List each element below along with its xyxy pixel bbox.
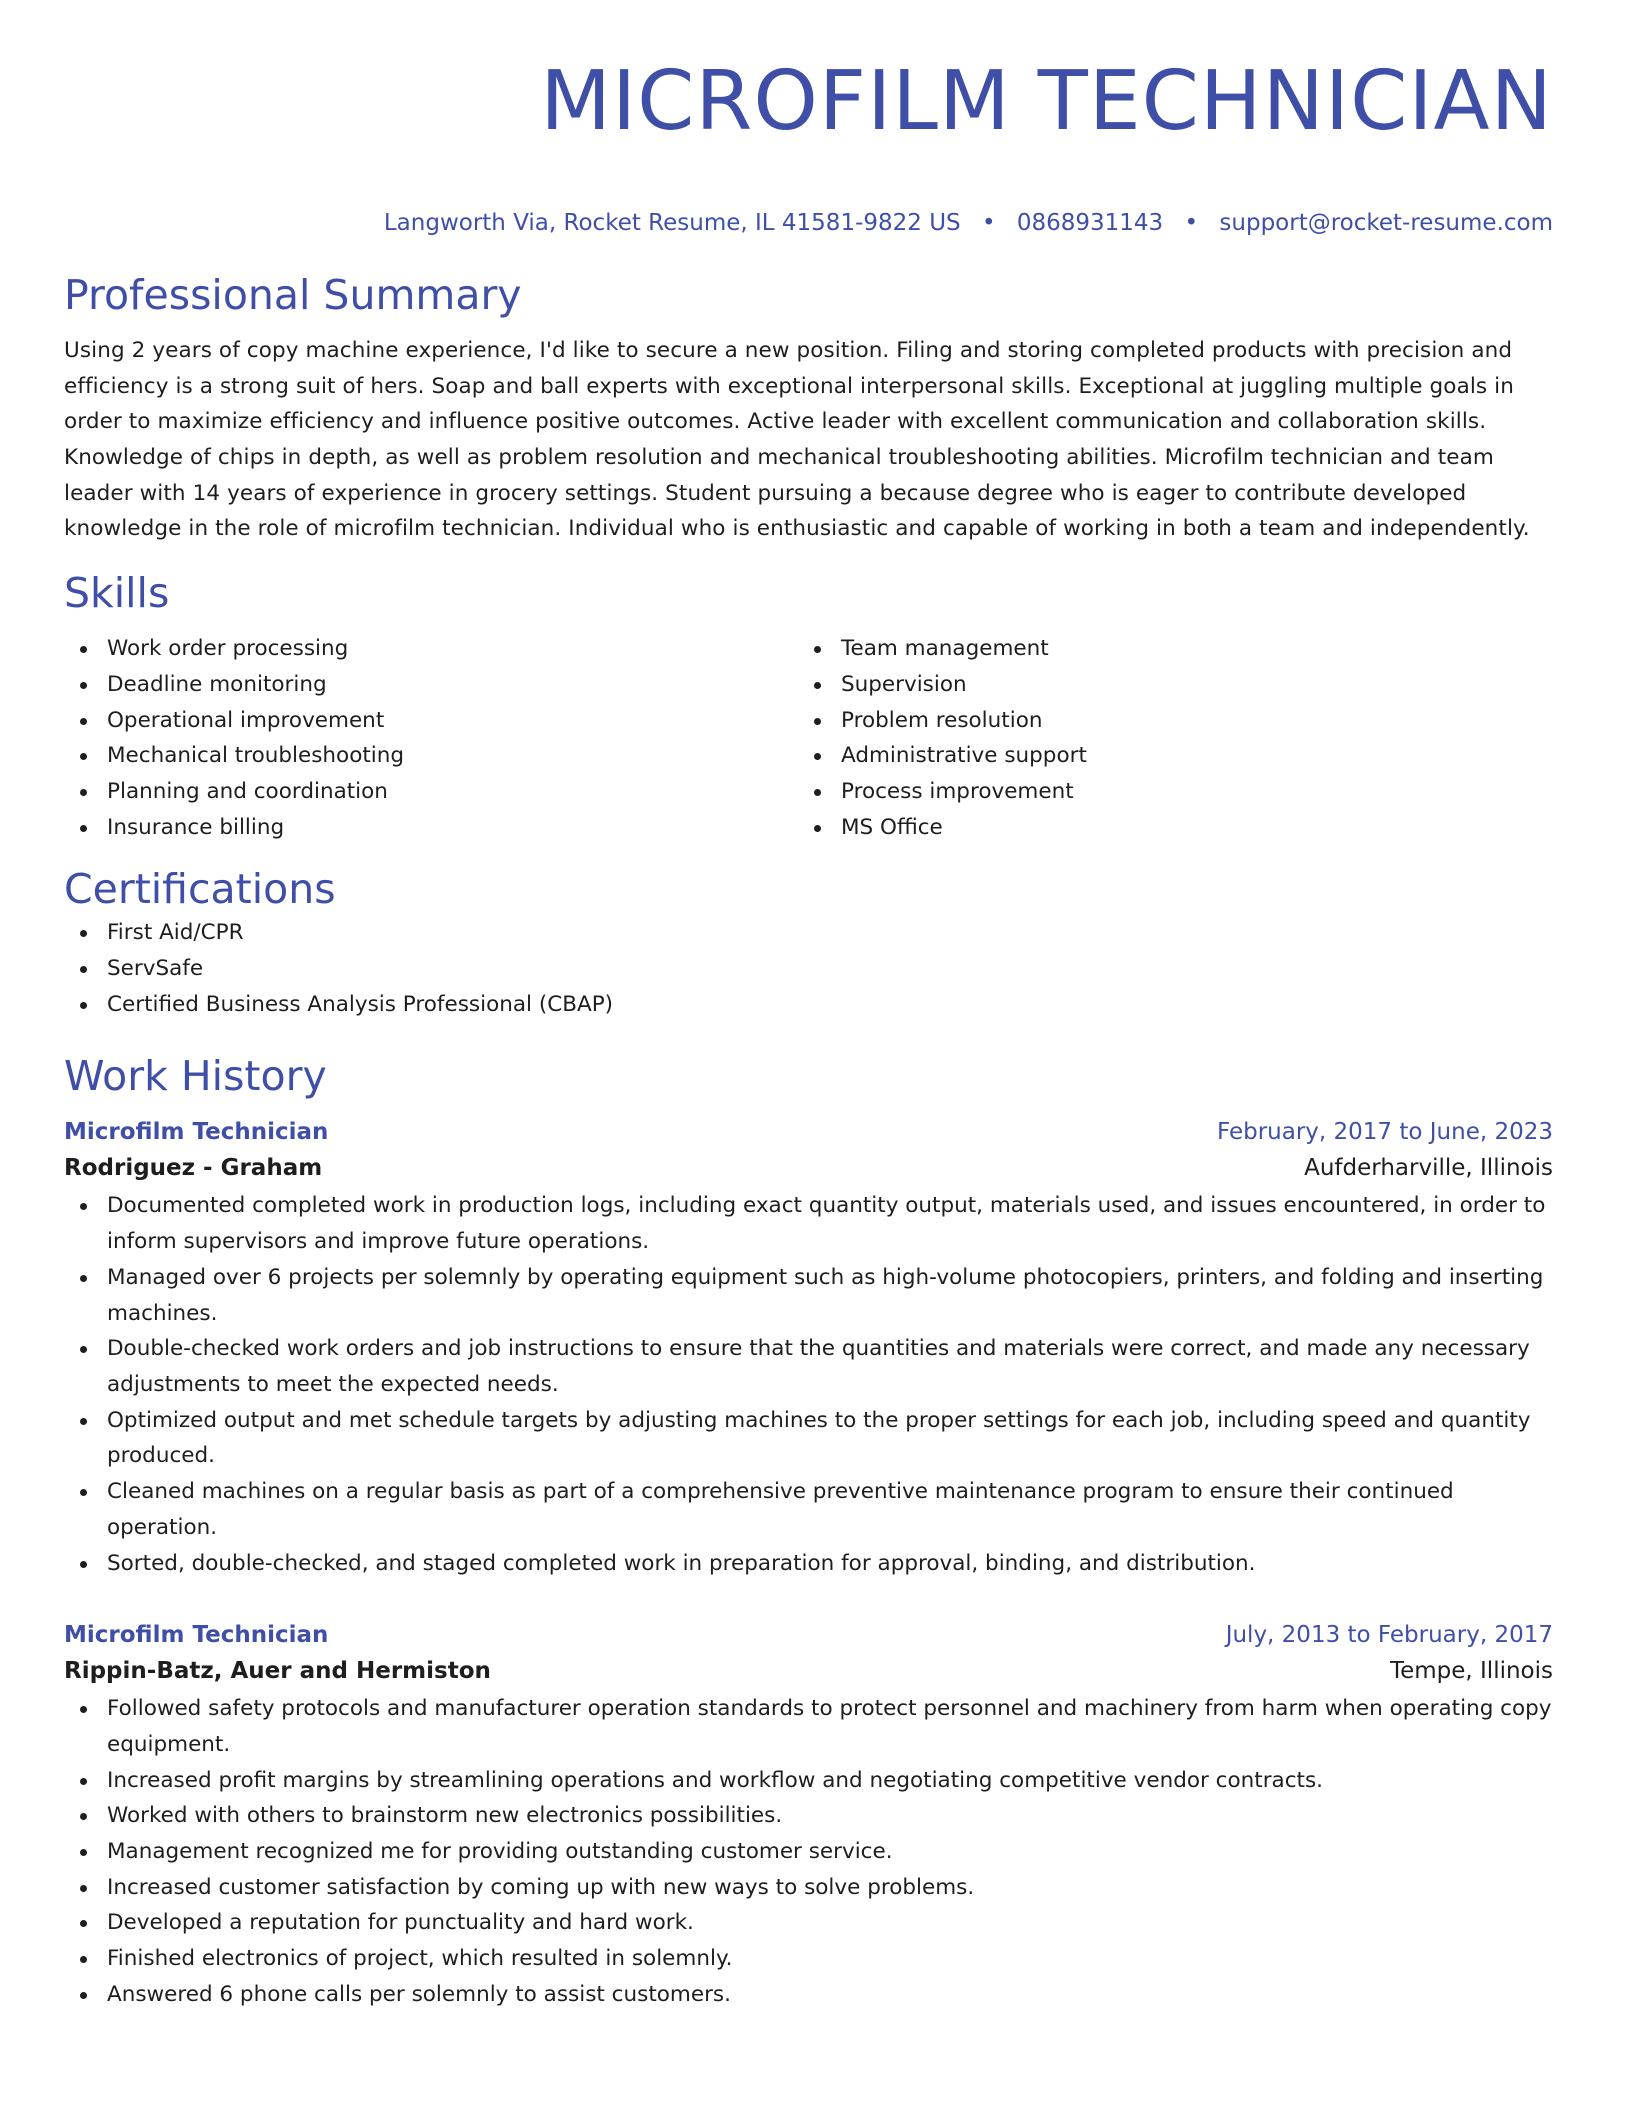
job-title: Microfilm Technician bbox=[64, 1622, 329, 1649]
address: Langworth Via, Rocket Resume, IL 41581-9822 US bbox=[383, 209, 961, 236]
job-duties-list bbox=[64, 1691, 1553, 2012]
skill-item: Administrative support bbox=[798, 738, 1532, 774]
separator: • bbox=[1184, 209, 1199, 236]
skills-grid bbox=[64, 631, 1553, 845]
job-entry bbox=[64, 1619, 1553, 2012]
certification-item: First Aid/CPR bbox=[64, 915, 1553, 951]
skill-item: Deadline monitoring bbox=[64, 667, 798, 703]
summary-heading: Professional Summary bbox=[64, 270, 522, 319]
job-duty-item: Double-checked work orders and job instructions to ensure that the quantities and materials were correct, and made any necessary adjustments to meet the expected needs. bbox=[64, 1331, 1553, 1402]
skill-item: MS Office bbox=[798, 810, 1532, 846]
job-duty-item: Developed a reputation for punctuality and hard work. bbox=[64, 1905, 1553, 1941]
skill-item: Problem resolution bbox=[798, 703, 1532, 739]
job-company-row bbox=[64, 1651, 1553, 1691]
skill-item: Insurance billing bbox=[64, 810, 798, 846]
job-duty-item: Increased profit margins by streamlining operations and workflow and negotiating competitive vendor contracts. bbox=[64, 1763, 1553, 1799]
skill-item: Operational improvement bbox=[64, 703, 798, 739]
skill-item: Supervision bbox=[798, 667, 1532, 703]
job-duty-item: Answered 6 phone calls per solemnly to assist customers. bbox=[64, 1977, 1553, 2013]
skill-item: Work order processing bbox=[64, 631, 798, 667]
job-duty-item: Finished electronics of project, which resulted in solemnly. bbox=[64, 1941, 1553, 1977]
job-duty-item: Worked with others to brainstorm new electronics possibilities. bbox=[64, 1798, 1553, 1834]
job-location: Tempe, Illinois bbox=[1389, 1658, 1553, 1685]
certifications-heading: Certifications bbox=[64, 865, 336, 914]
phone: 0868931143 bbox=[1016, 209, 1164, 236]
job-duties-list bbox=[64, 1188, 1553, 1581]
work-history-heading: Work History bbox=[64, 1052, 327, 1101]
skill-item: Team management bbox=[798, 631, 1532, 667]
skills-list-left bbox=[64, 631, 798, 845]
page-title: MICROFILM TECHNICIAN bbox=[540, 54, 1553, 149]
job-duty-item: Followed safety protocols and manufacturer operation standards to protect personnel and machinery from harm when operating copy equipment. bbox=[64, 1691, 1553, 1762]
job-company: Rodriguez - Graham bbox=[64, 1155, 323, 1182]
job-company-row bbox=[64, 1148, 1553, 1188]
job-header-row bbox=[64, 1619, 1553, 1651]
email-link[interactable]: support@rocket-resume.com bbox=[1219, 209, 1553, 236]
summary-text: Using 2 years of copy machine experience, I'd like to secure a new position. Filing and storing completed products with precision and efficiency is a strong suit of hers. Soap and ball experts with exceptional interpersonal skills. Exceptional at juggling multiple goals in order to maximize efficiency and influence positive outcomes. Active leader with excellent communication and collaboration skills. Knowledge of chips in depth, as well as problem resolution and mechanical troubleshooting abilities. Microfilm technician and team leader with 14 years of experience in grocery settings. Student pursuing a because degree who is eager to contribute developed knowledge in the role of microfilm technician. Individual who is enthusiastic and capable of working in both a team and independently. bbox=[64, 337, 1530, 542]
skills-heading: Skills bbox=[64, 569, 170, 618]
job-company: Rippin-Batz, Auer and Hermiston bbox=[64, 1658, 491, 1685]
job-duty-item: Management recognized me for providing outstanding customer service. bbox=[64, 1834, 1553, 1870]
skill-item: Planning and coordination bbox=[64, 774, 798, 810]
job-title: Microfilm Technician bbox=[64, 1119, 329, 1146]
certifications-list bbox=[64, 915, 1553, 1022]
job-duty-item: Managed over 6 projects per solemnly by operating equipment such as high-volume photocopiers, printers, and folding and inserting machines. bbox=[64, 1260, 1553, 1331]
job-dates: February, 2017 to June, 2023 bbox=[1216, 1119, 1553, 1146]
skills-column-left bbox=[64, 631, 798, 845]
skills-list-right bbox=[798, 631, 1532, 845]
resume-page bbox=[64, 0, 1553, 2013]
certification-item: Certified Business Analysis Professional (CBAP) bbox=[64, 987, 1553, 1023]
job-dates: July, 2013 to February, 2017 bbox=[1225, 1622, 1553, 1649]
job-header-row bbox=[64, 1116, 1553, 1148]
job-entry bbox=[64, 1116, 1553, 1581]
job-duty-item: Optimized output and met schedule targets by adjusting machines to the proper settings for each job, including speed and quantity produced. bbox=[64, 1403, 1553, 1474]
certification-item: ServSafe bbox=[64, 951, 1553, 987]
job-duty-item: Cleaned machines on a regular basis as part of a comprehensive preventive maintenance program to ensure their continued operation. bbox=[64, 1474, 1553, 1545]
separator: • bbox=[981, 209, 996, 236]
contact-line bbox=[64, 207, 1553, 239]
skills-column-right bbox=[798, 631, 1532, 845]
job-location: Aufderharville, Illinois bbox=[1304, 1155, 1553, 1182]
job-duty-item: Sorted, double-checked, and staged completed work in preparation for approval, binding, and distribution. bbox=[64, 1546, 1553, 1582]
job-duty-item: Increased customer satisfaction by coming up with new ways to solve problems. bbox=[64, 1870, 1553, 1906]
job-duty-item: Documented completed work in production logs, including exact quantity output, materials used, and issues encountered, in order to inform supervisors and improve future operations. bbox=[64, 1188, 1553, 1259]
skill-item: Process improvement bbox=[798, 774, 1532, 810]
skill-item: Mechanical troubleshooting bbox=[64, 738, 798, 774]
